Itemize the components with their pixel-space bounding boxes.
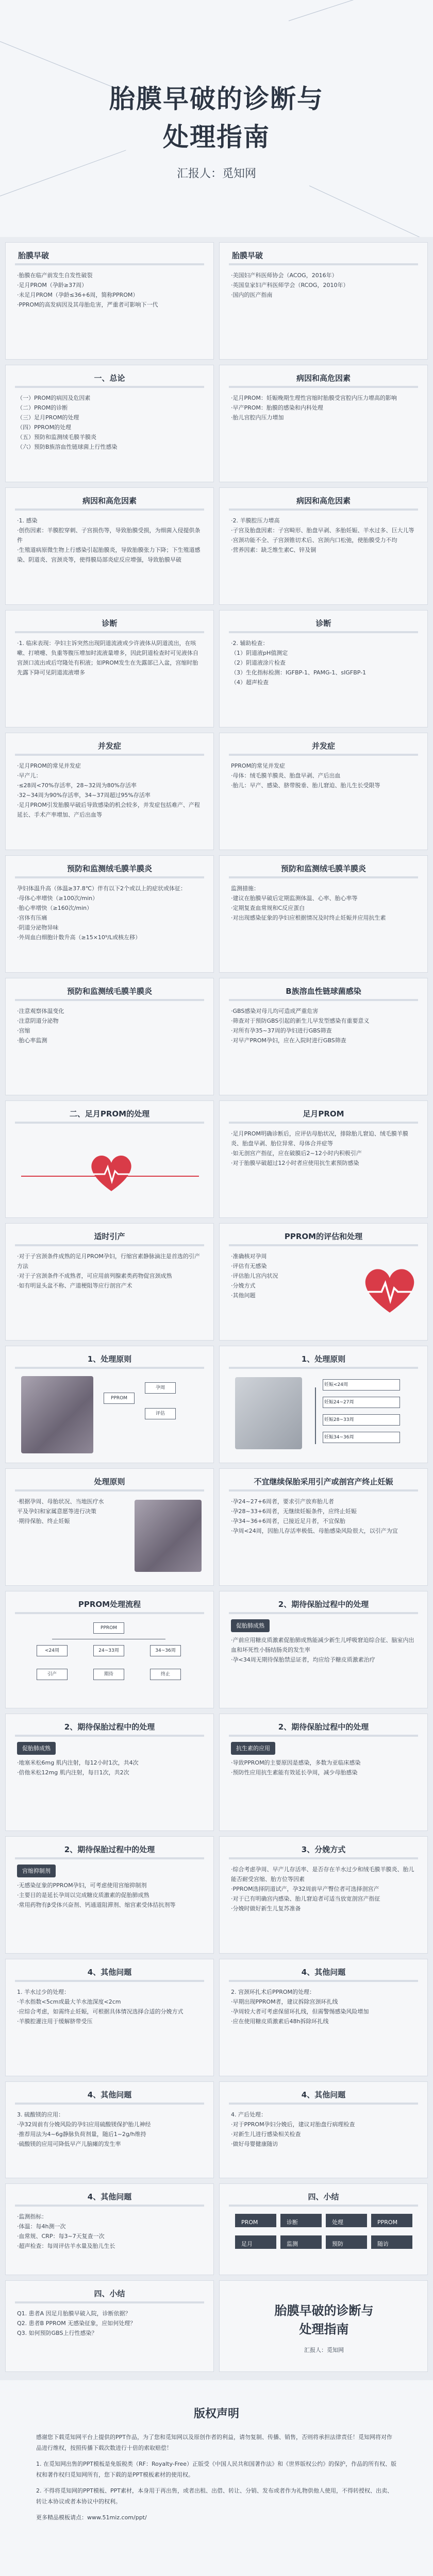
slide-title: 4、其他问题 bbox=[87, 2090, 132, 2099]
list-item: ·胎心率增快（≥160次/min） bbox=[17, 905, 93, 911]
list-item: ·对于胎膜早破超过12小时者应使用抗生素预防感染 bbox=[231, 1160, 359, 1166]
slide-body bbox=[6, 1492, 119, 1531]
list-item: 3. 硫酸镁的应用： bbox=[17, 2111, 64, 2118]
list-item: ·对于已有明确宫内感染、胎儿窘迫者可适当放宽剖宫产指征 bbox=[231, 1895, 380, 1902]
topic-tag: 促胎肺成熟 bbox=[231, 1619, 270, 1632]
divider bbox=[229, 1367, 418, 1369]
slide-title: 并发症 bbox=[97, 741, 121, 751]
slide-outline bbox=[5, 365, 214, 482]
slide-title: 4、其他问题 bbox=[301, 1968, 346, 1977]
ending-author: 汇报人：觅知网 bbox=[304, 2347, 344, 2353]
slide-causes-1 bbox=[219, 365, 428, 482]
slide-title: 预防和监测绒毛膜羊膜炎 bbox=[66, 864, 152, 873]
ending-title bbox=[220, 2301, 428, 2338]
slide-other-2 bbox=[219, 1959, 428, 2076]
list-item: ·监测指标： bbox=[17, 2213, 47, 2220]
list-item: ·对出现感染征象的孕妇应根据情况及时终止妊娠并应用抗生素 bbox=[231, 914, 386, 921]
list-item: ·母体：绒毛膜羊膜炎、胎盘早剥、产后出血 bbox=[231, 772, 341, 779]
slide-body bbox=[6, 1859, 213, 1915]
list-item: ·营养因素：缺乏维生素C、锌及铜 bbox=[231, 547, 317, 553]
slide-other-1 bbox=[5, 1959, 214, 2076]
topic-tag: 宫缩抑制剂 bbox=[17, 1865, 56, 1877]
cover-title-line2: 处理指南 bbox=[163, 122, 270, 152]
decor-line bbox=[289, 0, 433, 21]
slide-chorio-3 bbox=[5, 978, 214, 1095]
list-item: ·孕28~33+6周者，无继续妊娠条件，应终止妊娠 bbox=[231, 1508, 357, 1515]
flow-node: PPROM bbox=[104, 1393, 135, 1404]
slide-complications-1 bbox=[5, 733, 214, 850]
slide-title: 病因和高危因素 bbox=[296, 374, 351, 383]
list-item: ·评估有无感染 bbox=[231, 1263, 267, 1269]
list-item: ·对所有孕35~37周的孕妇进行GBS筛查 bbox=[231, 1027, 332, 1034]
slide-expectant-1 bbox=[219, 1591, 428, 1708]
list-item: ·羊水指数<5cm或最大羊水池深度<2cm bbox=[17, 1998, 121, 2005]
copyright-section bbox=[0, 2380, 433, 2576]
list-item: ·早产PROM：胎膜的感染和内科处理 bbox=[231, 404, 323, 411]
flow-node: 引产 bbox=[37, 1669, 68, 1680]
slide-title: 预防和监测绒毛膜羊膜炎 bbox=[66, 987, 152, 996]
list-item: ·PPROM的高发病因及其母胎危害，严重者可影响下一代 bbox=[17, 301, 158, 308]
list-item: ·足月PROM（孕龄≥37周） bbox=[17, 282, 88, 289]
list-item: ·体温：每4h测一次 bbox=[17, 2223, 66, 2230]
slide-delivery bbox=[219, 1836, 428, 1954]
slide-body bbox=[6, 1001, 213, 1050]
slide-ending bbox=[219, 2280, 428, 2372]
slide-body bbox=[220, 1614, 427, 1670]
slide-chorio-1 bbox=[5, 855, 214, 973]
decor-line bbox=[309, 185, 431, 237]
slide-expectant-3 bbox=[219, 1714, 428, 1831]
ending-title-line1: 胎膜早破的诊断与 bbox=[274, 2303, 374, 2318]
slide-intro-right bbox=[219, 242, 428, 360]
slide-term-prom-section bbox=[5, 1100, 214, 1218]
slide-diagnosis-1 bbox=[5, 610, 214, 727]
copyright-paragraph: 感谢您下载觅知网平台上提供的PPT作品，为了您和觅知网以及原创作者的利益，请勿复制、传播、销售，否则将承担法律责任！觅知网将对作品进行维权，按照传播下载次数进行十倍的索取赔偿！ bbox=[36, 2434, 392, 2451]
list-item: ·主要目的是延长孕周以完成糖皮质激素的促胎肺成熟 bbox=[17, 1892, 149, 1899]
list-item: ·分娩方式 bbox=[231, 1282, 256, 1289]
list-item: （二）PROM的诊断 bbox=[17, 404, 68, 411]
list-item: ·胎儿：早产、感染、脐带脱垂、胎儿窘迫、胎儿生长受限等 bbox=[231, 782, 380, 789]
summary-cell: 预防 bbox=[326, 2235, 367, 2249]
list-item: ·宫缩 bbox=[17, 1027, 30, 1034]
topic-tag: 促胎肺成熟 bbox=[17, 1742, 56, 1755]
slide-body bbox=[220, 756, 427, 795]
slide-title: B族溶血性链球菌感染 bbox=[286, 987, 361, 996]
list-item: ·应综合考虑，如需终止妊娠，可根据具体情况选择合适的分娩方式 bbox=[17, 2008, 184, 2015]
slide-body bbox=[6, 1737, 213, 1783]
slide-title: 适时引产 bbox=[94, 1232, 125, 1241]
slide-body bbox=[220, 1001, 427, 1050]
connector bbox=[315, 1387, 316, 1444]
list-item: （五）预防和监测绒毛膜羊膜炎 bbox=[17, 434, 96, 440]
slide-title: 诊断 bbox=[315, 619, 331, 628]
slide-principle-1 bbox=[5, 1346, 214, 1463]
flow-node: 34~36周 bbox=[150, 1645, 181, 1656]
flow-node: 期待 bbox=[93, 1669, 124, 1680]
flow-node: 妊娠34~36周 bbox=[323, 1432, 400, 1443]
flow-node: <24周 bbox=[37, 1645, 68, 1656]
cover-title-line1: 胎膜早破的诊断与 bbox=[109, 84, 324, 114]
list-item: Q1. 患者A 因足月胎膜早破入院，诊断依据？ bbox=[17, 2310, 131, 2317]
list-item: ·阴道分泌物异味 bbox=[17, 924, 59, 931]
list-item: ·胎儿宫腔内压力增加 bbox=[231, 414, 284, 421]
slide-title: 1、处理原则 bbox=[301, 1354, 346, 1364]
slide-title: 3、分娩方式 bbox=[301, 1845, 346, 1854]
slide-body bbox=[220, 2105, 427, 2154]
slide-chorio-2 bbox=[219, 855, 428, 973]
list-item: ·推荐用法为4~6g静脉负荷剂量，随后1~2g/h维持 bbox=[17, 2131, 146, 2138]
list-item: （1）阴道液pH值测定 bbox=[231, 650, 288, 656]
cover-title bbox=[0, 80, 433, 156]
slide-expectant-4 bbox=[5, 1836, 214, 1954]
list-item: ·未足月PROM（孕龄≤36+6周，简称PPROM） bbox=[17, 292, 139, 298]
slide-title: 4、其他问题 bbox=[87, 1968, 132, 1977]
list-item: ·子宫及胎盘因素：子宫畸形、胎盘早剥、多胎妊娠、羊水过多、巨大儿等 bbox=[231, 527, 414, 534]
slide-title: 2、期待保胎过程中的处理 bbox=[64, 1845, 155, 1854]
list-item: （一）PROM的病因及危因素 bbox=[17, 395, 91, 401]
list-item: ·2. 羊膜腔压力增高 bbox=[231, 517, 280, 524]
slide-title: 二、足月PROM的处理 bbox=[69, 1109, 150, 1118]
slide-other-4 bbox=[219, 2081, 428, 2178]
slide-summary-questions bbox=[5, 2280, 214, 2372]
summary-cell: PPROM bbox=[371, 2214, 412, 2227]
list-item: ·综合考虑孕周、早产儿存活率、是否存在羊水过少和绒毛膜羊膜炎、胎儿能否耐受宫缩、胎方位等因素 bbox=[231, 1866, 414, 1883]
slide-body bbox=[220, 1737, 427, 1783]
list-item: ·早期出现PPROM者，建议拆除宫颈环扎线 bbox=[231, 1998, 338, 2005]
list-item: （4）超声检查 bbox=[231, 679, 269, 686]
summary-cell: PROM bbox=[235, 2214, 276, 2227]
slide-other-5 bbox=[5, 2183, 214, 2275]
slide-complications-2 bbox=[219, 733, 428, 850]
list-item: PPROM的常见并发症 bbox=[231, 762, 286, 769]
list-item: 监测措施： bbox=[231, 885, 259, 892]
slide-body bbox=[220, 1124, 427, 1173]
list-item: ·羊膜腔灌注用于缓解脐带受压 bbox=[17, 2018, 93, 2025]
list-item: 2. 宫颈环扎术后PPROM的处理： bbox=[231, 1989, 315, 1995]
list-item: （2）阴道液涂片检查 bbox=[231, 659, 286, 666]
slide-body bbox=[6, 756, 213, 825]
slide-title: 胎膜早破 bbox=[18, 251, 49, 260]
list-item: ·准确核对孕周 bbox=[231, 1253, 267, 1260]
list-item: ·母体心率增快（≥100次/min） bbox=[17, 895, 98, 902]
list-item: （六）预防B族溶血性链球菌上行性感染 bbox=[17, 444, 118, 450]
slide-title: 四、小结 bbox=[308, 2192, 339, 2201]
list-item: ·对新生儿进行感染相关检查 bbox=[231, 2131, 301, 2138]
slide-title: 四、小结 bbox=[94, 2289, 125, 2298]
slide-body bbox=[220, 633, 427, 692]
slide-body bbox=[6, 265, 213, 315]
slide-pprom-eval bbox=[219, 1223, 428, 1341]
flow-node: 评估 bbox=[145, 1408, 176, 1419]
list-item: ·注意观察体温变化 bbox=[17, 1008, 64, 1014]
summary-cell: 足月 bbox=[235, 2235, 276, 2249]
slide-body bbox=[220, 1982, 427, 2031]
list-item: ·其他问题 bbox=[231, 1292, 256, 1299]
slide-body bbox=[6, 2207, 213, 2256]
list-item: ·宫颈功能不全、子宫颈锥切术后、宫颈内口松弛，使胎膜受力不均 bbox=[231, 537, 397, 544]
slide-title: 病因和高危因素 bbox=[296, 496, 351, 505]
divider bbox=[15, 1612, 204, 1614]
medical-photo bbox=[21, 1376, 93, 1453]
slide-body bbox=[220, 388, 427, 428]
slide-diagnosis-2 bbox=[219, 610, 428, 727]
list-item: ·宫体有压痛 bbox=[17, 914, 47, 921]
cover-slide bbox=[0, 0, 433, 237]
slide-body bbox=[6, 878, 213, 947]
copyright-paragraph: 1. 在觅知网出售的PPT模板是免版税类（RF：Royalty-Free）正版受《中国人民共和国著作法》和《世界版权公约》的保护，作品的所有权、版权和著作权归觅知网所有，您下载的是PPT模板素材的使用权。 bbox=[36, 2461, 397, 2478]
list-item: ·对于PPROM孕妇分娩后，建议对胎盘行病理检查 bbox=[231, 2121, 355, 2128]
slide-body bbox=[220, 1246, 338, 1306]
list-item: ·孕<34周无期待保胎禁忌证者，均应给予糖皮质激素治疗 bbox=[231, 1656, 375, 1663]
more-templates-link[interactable]: 更多精品模板请点：www.51miz.com/ppt/ bbox=[36, 2514, 147, 2521]
summary-cell: 诊断 bbox=[280, 2214, 322, 2227]
list-item: ·早产儿： bbox=[17, 772, 42, 779]
slide-title: PPROM处理流程 bbox=[78, 1600, 141, 1609]
list-item: ·导致PPROM的主要原因是感染，多数为亚临床感染 bbox=[231, 1759, 361, 1766]
list-item: ·32~34周为90%存活率，34~37周超过95%存活率 bbox=[17, 792, 151, 799]
slide-title: 病因和高危因素 bbox=[82, 496, 137, 505]
cover-author: 汇报人：觅知网 bbox=[176, 167, 256, 180]
list-item: ·常用药物有β受体兴奋剂、钙通道阻滞剂、缩宫素受体拮抗剂等 bbox=[17, 1902, 176, 1908]
topic-tag: 抗生素的应用 bbox=[231, 1742, 275, 1755]
list-item: ·做好母婴健康随访 bbox=[231, 2141, 278, 2147]
slide-title: PPROM的评估和处理 bbox=[284, 1232, 363, 1241]
list-item: ·对于子宫颈条件不成熟者，可应用前列腺素类药物促宫颈成熟 bbox=[17, 1273, 172, 1279]
list-item: ·超声检查：每周评估羊水量及胎儿生长 bbox=[17, 2243, 115, 2249]
flow-node: 终止 bbox=[150, 1669, 181, 1680]
slide-body: ·1. 临床表现：孕妇主诉突然出现阴道流液或少许液体从阴道流出，在咳嗽、打喷嚏、负重等腹压增加时流液量增多，因此阴道检查时可见液体自宫颈口流出或后穹隆处有积液；如PROM发生在先露部已入盆，宫缩时胎先露下降可见阴道流液增多 bbox=[17, 640, 198, 676]
list-item: ·地塞米松6mg 肌内注射，每12小时1次，共4次 bbox=[17, 1759, 139, 1766]
slide-title: 2、期待保胎过程中的处理 bbox=[64, 1722, 155, 1732]
list-item: ·≤28周<70%存活率，28~32周为80%存活率 bbox=[17, 782, 137, 789]
list-item: ·建议在胎膜早破后定期监测体温、心率、胎心率等 bbox=[231, 895, 358, 902]
list-item: ·孕周<24周，因胎儿存活率极低、母胎感染风险很大，以引产为宜 bbox=[231, 1528, 398, 1534]
slide-causes-2 bbox=[5, 487, 214, 605]
list-item: ·孕周较大者可考虑保留环扎线，但需警惕感染风险增加 bbox=[231, 2008, 369, 2015]
list-item: ·国内的医产指南 bbox=[231, 292, 273, 298]
slide-body bbox=[6, 1246, 213, 1296]
list-item: ·足月PROM明确诊断后，应评估母胎状况，排除胎儿窘迫、绒毛膜羊膜炎、胎盘早剥、胎位异常、母体合并症等 bbox=[231, 1130, 408, 1147]
list-item: Q3. 如何预防GBS上行性感染？ bbox=[17, 2330, 97, 2336]
list-item: （3）生化指标检测：IGFBP-1、PAMG-1、sIGFBP-1 bbox=[231, 669, 367, 676]
list-item: ·硫酸镁的应用可降低早产儿脑瘫的发生率 bbox=[17, 2141, 121, 2147]
list-item: ·创伤因素：羊膜腔穿刺、子宫损伤等，导致胎膜受损，为细菌入侵提供条件 bbox=[17, 527, 201, 544]
slide-terminate bbox=[219, 1468, 428, 1586]
slide-title: 并发症 bbox=[311, 741, 335, 751]
list-item: ·对于子宫颈条件成熟的足月PROM孕妇，行缩宫素静脉滴注是首选的引产方法 bbox=[17, 1253, 200, 1269]
slide-summary-grid bbox=[219, 2183, 428, 2275]
list-item: ·期待保胎、终止妊娠 bbox=[17, 1518, 70, 1524]
copyright-title: 版权声明 bbox=[193, 2408, 239, 2420]
slide-intro-left bbox=[5, 242, 214, 360]
slide-title: 不宜继续保胎采用引产或剖宫产终止妊娠 bbox=[254, 1477, 393, 1486]
list-item: Q2. 患者B PPROM 无感染征象，应如何处理？ bbox=[17, 2320, 136, 2327]
list-item: ·英国皇家妇产科医师学会（RCOG，2010年） bbox=[231, 282, 349, 289]
slide-title: 1、处理原则 bbox=[87, 1354, 132, 1364]
flow-node: PPROM bbox=[93, 1622, 124, 1634]
list-item: （三）足月PROM的处理 bbox=[17, 414, 79, 421]
list-item: ·注意阴道分泌物 bbox=[17, 1018, 59, 1024]
divider bbox=[15, 1122, 204, 1124]
summary-cell: 处理 bbox=[326, 2214, 367, 2227]
slide-title: 2、期待保胎过程中的处理 bbox=[278, 1722, 369, 1732]
slide-body bbox=[6, 388, 213, 457]
list-item: 4. 产后处理： bbox=[231, 2111, 267, 2118]
summary-cell: 监测 bbox=[280, 2235, 322, 2249]
slide-body bbox=[220, 1492, 427, 1541]
copyright-paragraph: 2. 不得将觅知网的PPT模板、PPT素材，本身用于再出售，或者出租、出借、转让、分销、发布或者作为礼物供他人使用，不得转授权、出卖、转让本协议或者本协议中的权利。 bbox=[36, 2487, 393, 2505]
list-item: ·足月PROM：妊娠晚期生理性宫缩时胎膜受宫腔内压力增高的影响 bbox=[231, 395, 397, 401]
list-item: 1. 羊水过少的处理： bbox=[17, 1989, 70, 1995]
list-item: ·胎膜在临产前发生自发性破裂 bbox=[17, 272, 93, 279]
slide-title: 足月PROM bbox=[303, 1109, 344, 1118]
list-item: ·根据孕周、母胎状况、当地医疗水平及孕妇和家属意愿等进行决策 bbox=[17, 1498, 104, 1515]
list-item: ·对早产PROM孕妇，应在入院时进行GBS筛查 bbox=[231, 1037, 346, 1044]
slide-title: 处理原则 bbox=[94, 1477, 125, 1486]
list-item: ·孕32周前有分娩风险的孕妇应用硫酸镁保护胎儿神经 bbox=[17, 2121, 151, 2128]
slide-principle-2 bbox=[219, 1346, 428, 1463]
slide-body bbox=[6, 511, 213, 570]
medical-photo bbox=[135, 1500, 202, 1572]
slide-body bbox=[220, 265, 427, 305]
list-item: （四）PPROM的处理 bbox=[17, 424, 72, 431]
slide-body bbox=[6, 2303, 213, 2343]
list-item: ·足月PROM的常见并发症 bbox=[17, 762, 81, 769]
list-item: ·产前应用糖皮质激素促胎肺成熟能减少新生儿呼吸窘迫综合征、脑室内出血和坏死性小肠结肠炎的发生率 bbox=[231, 1637, 414, 1653]
slide-expectant-2 bbox=[5, 1714, 214, 1831]
slide-body bbox=[220, 1859, 427, 1919]
divider bbox=[15, 1367, 204, 1369]
slide-body bbox=[6, 1982, 213, 2031]
divider bbox=[229, 2205, 418, 2207]
slide-body bbox=[220, 511, 427, 560]
flow-node: 妊娠28~33周 bbox=[323, 1414, 400, 1426]
list-item: ·如有明显头盆不称、产道梗阻等应行剖宫产术 bbox=[17, 1282, 132, 1289]
slide-principle-3 bbox=[5, 1468, 214, 1586]
slide-causes-3 bbox=[219, 487, 428, 605]
list-item: ·预防性应用抗生素能有效延长孕周，减少母胎感染 bbox=[231, 1769, 358, 1776]
slide-term-prom bbox=[219, 1100, 428, 1218]
slide-title: 一、总论 bbox=[94, 374, 125, 383]
slide-flowchart bbox=[5, 1591, 214, 1708]
list-item: ·2. 辅助检查： bbox=[231, 640, 269, 647]
slide-body bbox=[220, 878, 427, 928]
list-item: ·倍他米松12mg 肌内注射，每日1次，共2次 bbox=[17, 1769, 129, 1776]
slide-title: 2、期待保胎过程中的处理 bbox=[278, 1600, 369, 1609]
list-item: ·定期复查血常规和C反应蛋白 bbox=[231, 905, 305, 911]
list-item: ·如无剖宫产指征，应在破膜后2~12小时内积极引产 bbox=[231, 1150, 362, 1157]
list-item: ·美国妇产科医师协会（ACOG，2016年） bbox=[231, 272, 338, 279]
list-item: ·筛查对于预防GBS引起的新生儿早发型感染有重要意义 bbox=[231, 1018, 370, 1024]
slide-induction bbox=[5, 1223, 214, 1341]
slide-body bbox=[6, 2105, 213, 2154]
slide-gbs bbox=[219, 978, 428, 1095]
list-item: ·孕24~27+6周者，要求引产放弃胎儿者 bbox=[231, 1498, 334, 1505]
list-item: ·1. 感染 bbox=[17, 517, 38, 524]
flow-node: 孕周 bbox=[145, 1382, 176, 1394]
flow-node: 妊娠24~27周 bbox=[323, 1397, 400, 1408]
medical-photo bbox=[235, 1377, 302, 1449]
heart-icon bbox=[88, 1153, 135, 1194]
copyright-body bbox=[36, 2432, 397, 2528]
list-item: ·生殖道病原微生物上行感染引起胎膜炎，导致胎膜张力下降；下生殖道感染、阴道炎、宫颈炎等，使得膜局部炎症反应增强，导致胎膜早破 bbox=[17, 547, 201, 563]
list-item: ·PPROM选择阴道试产，孕32周前早产臀位者可选择剖宫产 bbox=[231, 1886, 379, 1892]
list-item: ·应在使用糖皮质激素后48h拆除环扎线 bbox=[231, 2018, 329, 2025]
slide-title: 预防和监测绒毛膜羊膜炎 bbox=[280, 864, 366, 873]
ending-title-line2: 处理指南 bbox=[299, 2322, 349, 2336]
list-item: 孕妇体温升高（体温≥37.8℃）伴有以下2个或以上的症状或体征： bbox=[17, 885, 187, 892]
slide-title: 4、其他问题 bbox=[301, 2090, 346, 2099]
slide-title: 4、其他问题 bbox=[87, 2192, 132, 2201]
heart-icon bbox=[361, 1265, 418, 1316]
list-item: ·孕34~36+6周者，已接近足月者，不宜保胎 bbox=[231, 1518, 345, 1524]
list-item: ·分娩时做好新生儿复苏准备 bbox=[231, 1905, 301, 1912]
list-item: ·GBS感染对母儿均可造成严重危害 bbox=[231, 1008, 319, 1014]
flow-node: 妊娠<24周 bbox=[323, 1379, 400, 1391]
list-item: ·无感染征象的PPROM孕妇，可考虑使用宫缩抑制剂 bbox=[17, 1882, 147, 1889]
flow-node: 24~33周 bbox=[93, 1645, 124, 1656]
slide-title: 诊断 bbox=[102, 619, 118, 628]
list-item: ·外周血白细胞计数升高（≥15×10⁹/L或核左移） bbox=[17, 934, 141, 941]
slide-other-3 bbox=[5, 2081, 214, 2178]
slide-title: 胎膜早破 bbox=[232, 251, 263, 260]
summary-cell: 随访 bbox=[371, 2235, 412, 2249]
list-item: ·足月PROM引发胎膜早破后导致感染的机会较多，并发症包括难产、产程延长、手术产率增加、产后出血等 bbox=[17, 802, 200, 818]
list-item: ·评估胎儿宫内状况 bbox=[231, 1273, 278, 1279]
list-item: ·胎心率监测 bbox=[17, 1037, 47, 1044]
list-item: ·血常规、CRP：每3~7天复查一次 bbox=[17, 2233, 105, 2240]
